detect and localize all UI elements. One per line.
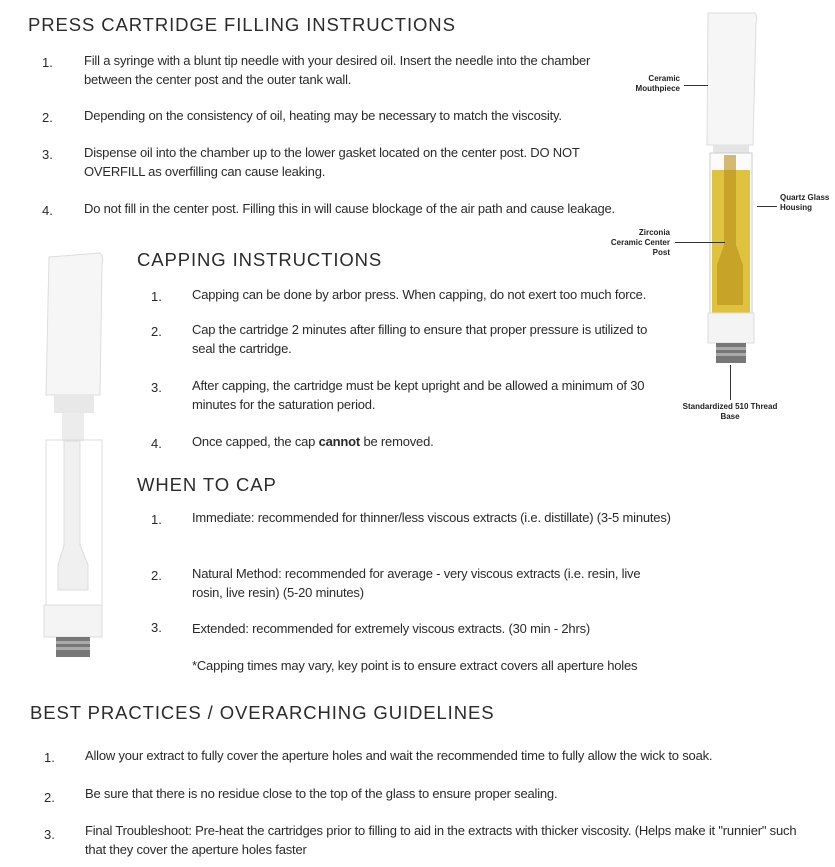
when-to-cap-heading: WHEN TO CAP [137,474,277,495]
base-leader-line [730,365,731,400]
best-item-number: 2. [44,790,55,805]
capping-note: *Capping times may vary, key point is to ensure extract covers all aperture holes [192,658,638,673]
press-item-text: Dispense oil into the chamber up to the lower gasket located on the center post. DO NOT OVERFILL as overfilling can cause leaking. [84,145,580,179]
press-item-text: Fill a syringe with a blunt tip needle with your desired oil. Insert the needle into the chamber between the center post and the outer tank wall. [84,53,591,87]
capping-item-text: Cap the cartridge 2 minutes after filling to ensure that proper pressure is utilized to seal the cartridge. [192,322,648,356]
press-item-number: 3. [42,147,53,162]
capping-item-number: 4. [151,436,162,451]
empty-cartridge-illustration [40,245,110,665]
mouthpiece-leader-line [684,85,708,86]
when-item-number: 3. [151,620,162,635]
when-item-text: Extended: recommended for extremely viscous extracts. (30 min - 2hrs) [192,621,591,636]
press-item-text: Do not fill in the center post. Filling this in will cause blockage of the air path and cause leakage. [84,201,615,216]
capping-item-number: 2. [151,324,162,339]
bold-emphasis: cannot [318,434,361,449]
best-item-number: 1. [44,750,55,765]
post-leader-line [675,242,725,243]
best-item-text: Allow your extract to fully cover the aperture holes and wait the recommended time to fully allow the wick to soak. [85,748,713,763]
text-segment: be removed. [360,434,434,449]
glass-label: Quartz Glass Housing [780,193,830,212]
capping-item-number: 1. [151,289,162,304]
text-segment: Once capped, the cap [192,434,319,449]
press-filling-heading: PRESS CARTRIDGE FILLING INSTRUCTIONS [28,14,456,35]
best-item-text: Final Troubleshoot: Pre-heat the cartridges prior to filling to aid in the extracts with thicker viscosity. (Helps make it "runnier" such that they cover the aperture holes faster [85,823,797,857]
when-item-text: Natural Method: recommended for average - very viscous extracts (i.e. resin, live rosin, live resin) (5-20 minutes) [192,566,641,600]
when-item-text: Immediate: recommended for thinner/less viscous extracts (i.e. distillate) (3-5 minutes) [192,510,671,525]
glass-leader-line [757,206,777,207]
capping-heading: CAPPING INSTRUCTIONS [137,249,383,270]
best-practices-heading: BEST PRACTICES / OVERARCHING GUIDELINES [30,702,495,723]
mouthpiece-label: Ceramic Mouthpiece [635,74,680,93]
press-item-number: 1. [42,55,53,70]
thread-base-label: Standardized 510 Thread Base [682,402,778,421]
press-item-number: 2. [42,110,53,125]
when-item-number: 1. [151,512,162,527]
capping-item-text [192,433,667,452]
press-item-text: Depending on the consistency of oil, heating may be necessary to match the viscosity. [84,108,562,123]
when-item-number: 2. [151,568,162,583]
capping-item-number: 3. [151,380,162,395]
best-item-number: 3. [44,827,55,842]
center-post-label: Zirconia Ceramic Center Post [610,228,670,257]
press-item-number: 4. [42,203,53,218]
capping-item-text: Capping can be done by arbor press. When capping, do not exert too much force. [192,287,647,302]
best-item-text: Be sure that there is no residue close to the top of the glass to ensure proper sealing. [85,786,558,801]
capping-item-text: After capping, the cartridge must be kept upright and be allowed a minimum of 30 minutes for the saturation period. [192,378,645,412]
filled-cartridge-illustration [680,5,760,400]
